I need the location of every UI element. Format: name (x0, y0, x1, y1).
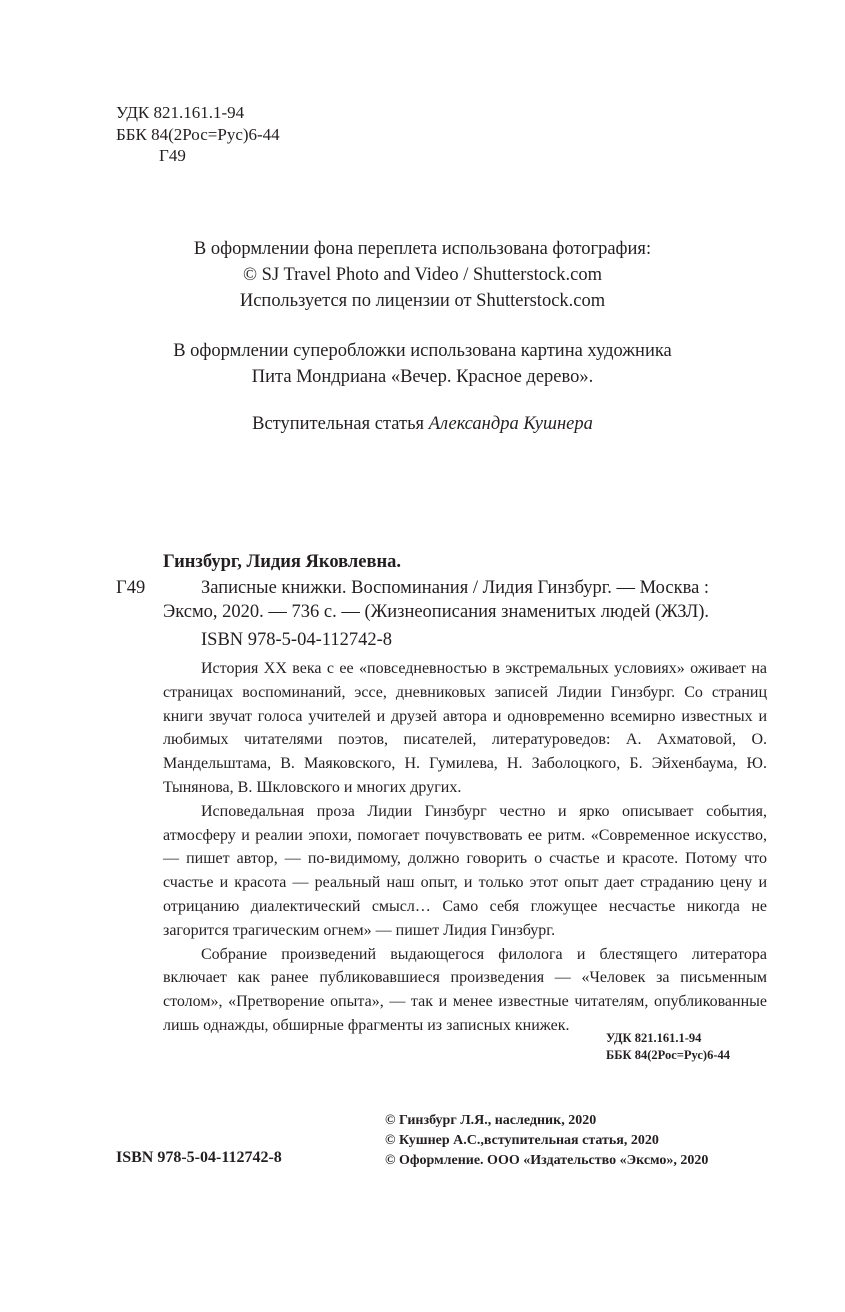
udk-code: УДК 821.161.1-94 (116, 103, 245, 122)
author-mark: Г49 (159, 146, 186, 165)
painting-credit (0, 338, 845, 390)
annotation-paragraph: Собрание произведений выдающегося филолога и блестящего литератора включает как ранее публиковавшиеся произведения — «Человек за письменным столом», «Претворение опыта», — так и менее известные читателям, опубликованные лишь однажды, обширные фрагменты из записных книжек. (163, 945, 767, 1034)
bib-author: Гинзбург, Лидия Яковлевна. (163, 552, 401, 572)
classification-codes (116, 102, 280, 167)
footer-udk: УДК 821.161.1-94 (606, 1031, 702, 1045)
photo-credit-line: © SJ Travel Photo and Video / Shutterstock.com (243, 265, 602, 285)
intro-author: Александра Кушнера (428, 414, 593, 434)
copyright-line: © Кушнер А.С.,вступительная статья, 2020 (385, 1133, 659, 1148)
bib-author-mark: Г49 (116, 578, 146, 598)
annotation-paragraph: Исповедальная проза Лидии Гинзбург честно и ярко описывает события, атмосферу и реалии эпохи, помогает почувствовать ее ритм. «Современное искусство, — пишет автор, — по-видимому, должно говорить о счастье и красоте. Потому что счастье и красота — реальный наш опыт, и только этот опыт дает страданию цену и отрицанию диалектический смысл… Само себя гложущее несчастье никогда не загорится трагическим огнем» — пишет Лидия Гинзбург. (163, 802, 767, 939)
footer-codes (606, 1030, 730, 1064)
copyright-line: © Гинзбург Л.Я., наследник, 2020 (385, 1113, 597, 1128)
footer-isbn: ISBN 978-5-04-112742-8 (116, 1149, 282, 1166)
bib-title-line: Записные книжки. Воспоминания / Лидия Гинзбург. — Москва : (201, 578, 710, 598)
bib-isbn: ISBN 978-5-04-112742-8 (201, 630, 392, 650)
painting-credit-line: В оформлении суперобложки использована картина художника (173, 341, 672, 361)
intro-prefix: Вступительная статья (252, 414, 425, 434)
footer-bbk: ББК 84(2Рос=Рус)6-44 (606, 1048, 730, 1062)
copyright-block (385, 1111, 708, 1171)
bbk-code: ББК 84(2Рос=Рус)6-44 (116, 124, 280, 144)
photo-credit (0, 236, 845, 314)
annotation-paragraph: История ХХ века с ее «повседневностью в экстремальных условиях» оживает на страницах воспоминаний, эссе, дневниковых записей Лидии Гинзбург. Со страниц книги звучат голоса учителей и друзей автора и одновременно всемирно известных и любимых читателями поэтов, писателей, литературоведов: А. Ахматовой, О. Мандельштама, В. Маяковского, Н. Гумилева, Н. Заболоцкого, Б. Эйхенбаума, Ю. Тынянова, В. Шкловского и многих других. (163, 660, 767, 796)
photo-credit-line: В оформлении фона переплета использована фотография: (193, 239, 652, 259)
annotation (163, 657, 767, 1038)
bib-title-line: Эксмо, 2020. — 736 с. — (Жизнеописания знаменитых людей (ЖЗЛ). (163, 602, 710, 622)
painting-credit-line: Пита Мондриана «Вечер. Красное дерево». (251, 367, 594, 387)
photo-credit-line: Используется по лицензии от Shutterstock.com (239, 291, 606, 311)
intro-credit (0, 411, 845, 437)
copyright-line: © Оформление. ООО «Издательство «Эксмо», 2020 (385, 1153, 709, 1168)
